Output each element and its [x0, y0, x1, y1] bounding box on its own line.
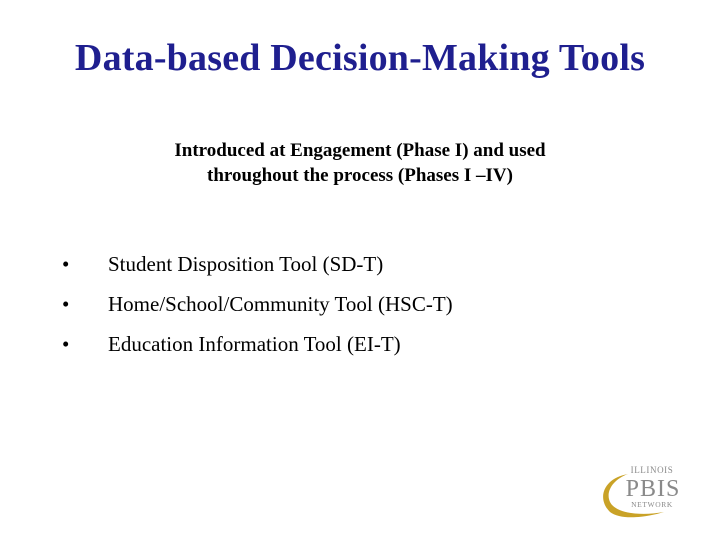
slide-title: Data-based Decision-Making Tools [74, 37, 646, 79]
bullet-icon: • [62, 252, 70, 276]
list-item [62, 332, 662, 372]
logo-main-text: PBIS [625, 476, 681, 502]
list-item-text: Education Information Tool (EI-T) [108, 332, 401, 356]
list-item-text: Student Disposition Tool (SD-T) [108, 252, 384, 276]
intro-line-1: Introduced at Engagement (Phase I) and used [174, 140, 546, 161]
tool-list [62, 252, 662, 372]
illinois-pbis-network-logo [594, 460, 690, 520]
bullet-icon: • [62, 332, 70, 356]
list-item-text: Home/School/Community Tool (HSC-T) [108, 292, 453, 316]
bullet-icon: • [62, 292, 70, 316]
intro-line-2: throughout the process (Phases I –IV) [207, 165, 513, 186]
list-item [62, 252, 662, 292]
logo-top-text: ILLINOIS [630, 465, 674, 475]
list-item [62, 292, 662, 332]
intro-text [0, 138, 720, 188]
logo-bottom-text: NETWORK [631, 500, 673, 509]
